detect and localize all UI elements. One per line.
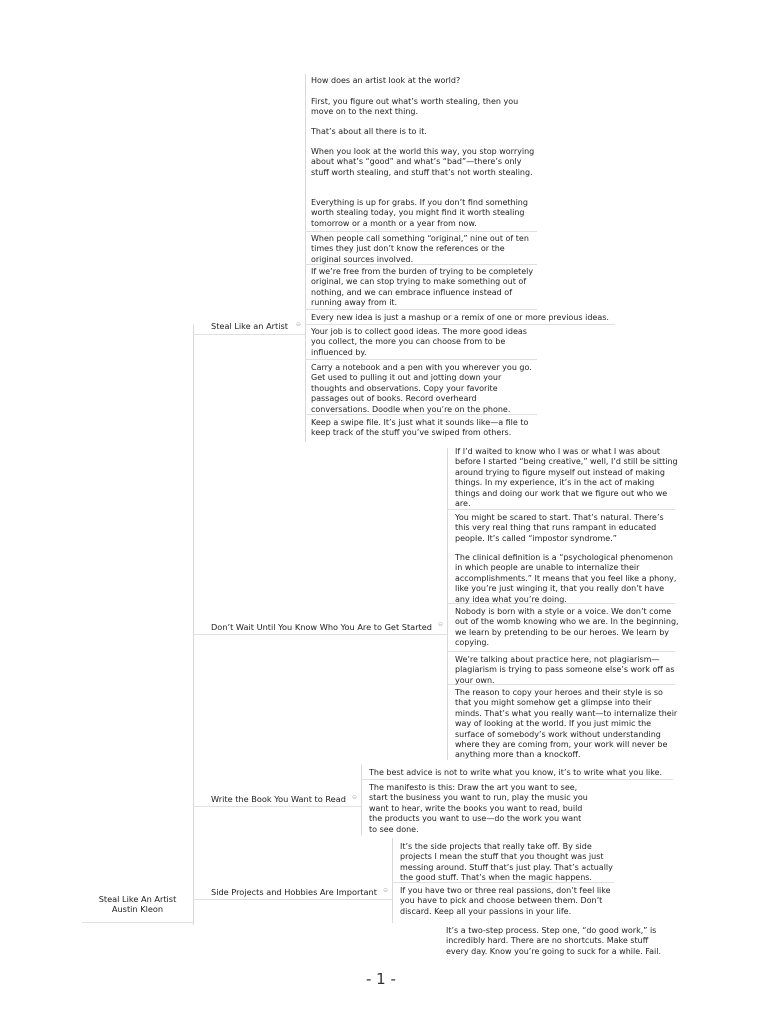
note: If you have two or three real passions, don’t feel like you have to pick and choose between them. Don’t discard. Keep all your passions in your life.: [400, 886, 611, 916]
note-separator: [361, 779, 673, 780]
topic2-underline: [193, 634, 447, 635]
connector-t2-vertical: [447, 448, 448, 760]
topic3-underline: [193, 806, 361, 807]
note: If we’re free from the burden of trying to be completely original, we can stop trying to make something out of nothing, and we can embrace influence instead of running away from it.: [311, 267, 534, 308]
expand-icon[interactable]: ⊖: [296, 321, 302, 328]
note: Nobody is born with a style or a voice. We don’t come out of the womb knowing who we are. In the beginning, we learn by pretending to be our heroes. We learn by copying.: [455, 607, 679, 648]
note: Carry a notebook and a pen with you wherever you go. Get used to pulling it out and jotting down your thoughts and observations. Copy your favorite passages out of books. Record overheard conversations. Doodle when you’re on the phone.: [311, 363, 532, 414]
connector-t4-vertical: [392, 838, 393, 923]
root-title: Steal Like An Artist: [98, 894, 177, 904]
note: It’s the side projects that really take off. By side projects I mean the stuff that you thought was just messing around. Stuff that’s just play. That’s actually the good stuff. That’s when the magic happens.: [400, 842, 613, 883]
note-separator: [447, 651, 675, 652]
topic1-underline: [193, 334, 305, 335]
root-author: Austin Kleon: [111, 904, 164, 914]
note: The clinical definition is a “psychological phenomenon in which people are unable to internalize their accomplishments.” It means that you feel like a phony, like you’re just winging it, that you really don’t have any idea what you’re doing.: [455, 553, 677, 604]
topic-side-projects[interactable]: Side Projects and Hobbies Are Important: [211, 887, 377, 897]
note: First, you figure out what’s worth stealing, then you move on to the next thing.: [311, 97, 519, 117]
connector-t1-vertical: [305, 74, 306, 442]
page-number: - 1 -: [366, 970, 396, 988]
note: The reason to copy your heroes and their style is so that you might somehow get a glimpse into their minds. That’s what you really want—to internalize their way of looking at the world. If you just mimic the surface of somebody’s work without understanding where they are coming from, your work will never be anything more than a knockoff.: [455, 688, 678, 760]
note: When people call something “original,” nine out of ten times they just don’t know the references or the original sources involved.: [311, 234, 529, 264]
connector-t3-vertical: [361, 765, 362, 835]
note-separator: [305, 231, 537, 232]
note: It’s a two-step process. Step one, “do good work,” is incredibly hard. There are no shortcuts. Make stuff every day. Know you’re going to suck for a while. Fail.: [446, 926, 662, 956]
note: Every new idea is just a mashup or a remix of one or more previous ideas.: [311, 313, 609, 322]
expand-icon[interactable]: ⊖: [438, 621, 444, 628]
topic-steal-like-an-artist[interactable]: Steal Like an Artist: [211, 321, 289, 331]
note: The manifesto is this: Draw the art you want to see, start the business you want to run, play the music you want to hear, write the books you want to read, build the products you want to use—do the work you want to see done.: [369, 783, 588, 834]
expand-icon[interactable]: ⊖: [352, 794, 358, 801]
note: Your job is to collect good ideas. The more good ideas you collect, the more you can choose from to be influenced by.: [311, 327, 527, 357]
topic-dont-wait-until-you-know[interactable]: Don’t Wait Until You Know Who You Are to Get Started: [211, 622, 433, 632]
note: You might be scared to start. That’s natural. There’s this very real thing that runs rampant in educated people. It’s called “impostor syndrome.”: [455, 513, 664, 543]
note: That’s about all there is to it.: [311, 127, 427, 136]
connector-trunk: [193, 325, 194, 925]
root-node[interactable]: [82, 894, 193, 914]
note: How does an artist look at the world?: [311, 76, 461, 85]
note-separator: [305, 324, 615, 325]
note: Everything is up for grabs. If you don’t find something worth stealing today, you might find it worth stealing tomorrow or a month or a year from now.: [311, 198, 528, 228]
topic4-underline: [193, 899, 392, 900]
note: The best advice is not to write what you know, it’s to write what you like.: [369, 768, 663, 777]
root-underline: [82, 922, 193, 923]
note: If I’d waited to know who I was or what I was about before I started “being creative,” well, I’d still be sitting around trying to figure myself out instead of making things. In my experience, it’s in the act of making things and doing our work that we figure out who we are.: [455, 447, 678, 509]
note: We’re talking about practice here, not plagiarism—plagiarism is trying to pass someone else’s work off as your own.: [455, 655, 675, 685]
expand-icon[interactable]: ⊖: [383, 887, 389, 894]
note: When you look at the world this way, you stop worrying about what’s “good” and what’s “bad”—there’s only stuff worth stealing, and stuff that’s not worth stealing.: [311, 147, 535, 177]
topic-write-the-book[interactable]: Write the Book You Want to Read: [211, 794, 346, 804]
note: Keep a swipe file. It’s just what it sounds like—a file to keep track of the stuff you’ve swiped from others.: [311, 418, 529, 438]
note-separator: [305, 359, 537, 360]
note-separator: [305, 309, 537, 310]
